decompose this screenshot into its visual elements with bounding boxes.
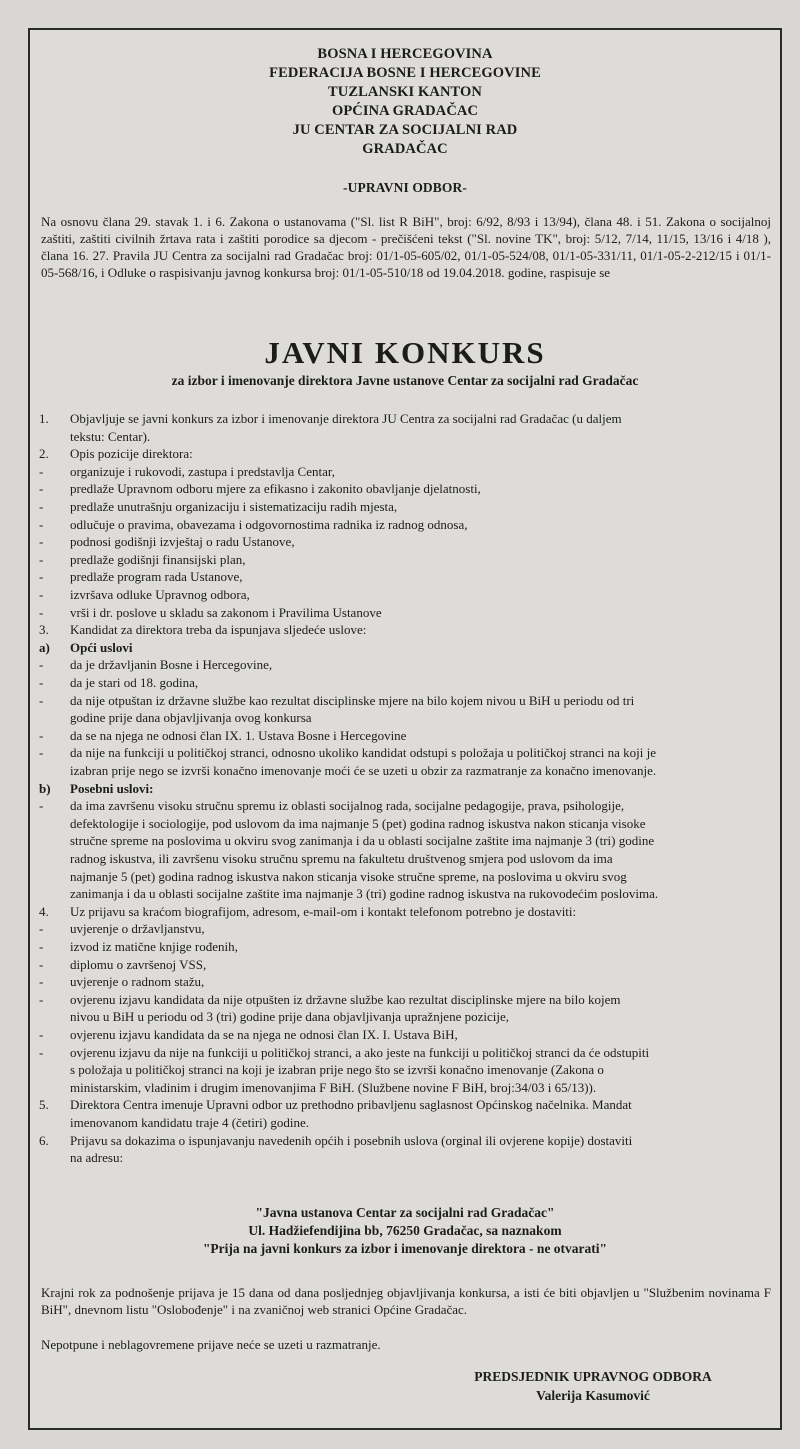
list-marker: - — [39, 481, 44, 497]
list-item: radnog iskustva, ili završenu visoku stručnu spremu na fakultetu društvenog smjera pod uslovom da ima — [70, 851, 613, 866]
list-marker: - — [39, 499, 44, 514]
list-item: da se na njega ne odnosi član IX. 1. Ustava Bosne i Hercegovine — [70, 727, 407, 743]
list-marker: 6. — [39, 1132, 49, 1148]
list-item: da ima završenu visoku stručnu spremu iz oblasti socijalnog rada, socijalne pedagogije, prava, psihologije, — [70, 798, 625, 814]
list-item: uvjerenje o državljanstvu, — [70, 921, 205, 937]
board-label: -UPRAVNI ODBOR- — [343, 180, 467, 195]
list-marker: - — [39, 1027, 44, 1042]
list-item: stručne spreme na poslovima u okviru svog zanimanja i da u oblasti socijalne zaštite ima najmanje 3 (tri) godine — [70, 833, 655, 849]
list-marker: - — [39, 534, 44, 550]
list-marker: - — [39, 551, 44, 567]
list-item: izvod iz matične knjige rođenih, — [70, 939, 238, 954]
list-item: izabran prije nego se izvrši konačno imenovanje moći će se uzeti u obzir za razmatranje za konačno imenovanje. — [70, 763, 657, 778]
list-marker: - — [39, 516, 44, 532]
list-item: Objavljuje se javni konkurs za izbor i imenovanje direktora JU Centra za socijalni rad Gradačac (u daljem — [70, 411, 622, 426]
list-item: Opis pozicije direktora: — [70, 446, 193, 462]
list-item: podnosi godišnji izvještaj o radu Ustanove, — [70, 534, 295, 550]
list-item: vrši i dr. poslove u skladu sa zakonom i Pravilima Ustanove — [70, 604, 382, 620]
list-marker: - — [39, 745, 44, 761]
list-item: diplomu o završenoj VSS, — [70, 956, 207, 972]
list-item: predlaže Upravnom odboru mjere za efikasno i zakonito obavljanje djelatnosti, — [70, 481, 481, 497]
list-item: nivou u BiH u periodu od 3 (tri) godine prije dana objavljivanja upražnjene pozicije, — [70, 1009, 509, 1025]
list-item: ovjerenu izjavu kandidata da nije otpušten iz državne službe kao rezultat disciplinske mjere na bilo kojem — [70, 991, 621, 1007]
list-item: da nije otpuštan iz državne službe kao rezultat disciplinske mjere na bilo kojem nivou u BiH u periodu od tri — [70, 692, 635, 708]
list-item: defektologije i sociologije, pod uslovom da ima najmanje 5 (pet) godina radnog iskustva nakon sticanja visoke — [70, 815, 646, 831]
list-marker: - — [39, 727, 44, 743]
list-item: Uz prijavu sa kraćom biografijom, adresom, e-mail-om i kontakt telefonom potrebno je dostaviti: — [70, 903, 577, 919]
list-item: Opći uslovi — [70, 639, 133, 655]
list-marker: - — [39, 921, 44, 937]
list-item: predlaže godišnji finansijski plan, — [70, 551, 246, 567]
list-marker: - — [39, 587, 44, 602]
list-marker: 3. — [39, 622, 49, 638]
list-item: tekstu: Centar). — [70, 428, 151, 444]
list-marker: - — [39, 939, 44, 954]
list-item: Prijavu sa dokazima o ispunjavanju navedenih općih i posebnih uslova (orginal ili ovjerene kopije) dostaviti — [70, 1132, 633, 1148]
incomplete-note: Nepotpune i neblagovremene prijave neće se uzeti u razmatranje. — [41, 1337, 381, 1352]
list-marker: - — [39, 798, 44, 814]
list-item: najmanje 5 (pet) godina radnog iskustva nakon sticanja visoke stručne spreme, na poslovima u okviru svog — [70, 868, 627, 884]
list-marker: - — [39, 956, 44, 972]
header-country: BOSNA I HERCEGOVINA — [317, 46, 493, 62]
list-marker: - — [39, 604, 44, 620]
list-item: organizuje i rukovodi, zastupa i predstavlja Centar, — [70, 463, 335, 479]
signature-name: Valerija Kasumović — [536, 1388, 650, 1403]
deadline-paragraph: Krajni rok za podnošenje prijava je 15 dana od dana posljednjeg objavljivanja konkursa, a isti će biti objavljen u "Službenim novinama F BiH", dnevnom listu "Oslobođenje" i na zvaničnoj web stranici Općine Gradačac. — [41, 1285, 771, 1317]
header-city: GRADAČAC — [362, 141, 448, 157]
list-item: Direktora Centra imenuje Upravni odbor uz prethodno pribavljenu saglasnost Općinskog načelnika. Mandat — [70, 1097, 632, 1113]
list-marker: - — [39, 569, 44, 585]
list-item: zanimanja i da u oblasti socijalne zaštite ima najmanje 3 (tri) godine radnog iskustva na rukovodećim poslovima. — [70, 886, 659, 902]
address-line-1: "Javna ustanova Centar za socijalni rad Gradačac" — [255, 1205, 555, 1220]
list-item: s položaja u političkoj stranci na koji je izabran prije nego što se izvrši konačno imenovanje (Zakona o — [70, 1062, 604, 1078]
list-marker: 2. — [39, 446, 49, 462]
list-marker: - — [39, 974, 44, 990]
list-marker: - — [39, 657, 44, 673]
address-line-2: Ul. Hadžiefendijina bb, 76250 Gradačac, sa naznakom — [248, 1223, 562, 1238]
intro-paragraph: Na osnovu člana 29. stavak 1. i 6. Zakona o ustanovama ("Sl. list R BiH", broj: 6/92, 8/93 i 13/94), člana 48. i 51. Zakona o socijalnoj zaštiti, zaštiti civilnih žrtava rata i zaštiti porodice sa djecom - prečišćeni tekst ("Sl. novine TK", broj: 5/12, 7/14, 11/15, 13/16 i 4/18 ), člana 16. 27. Pravila JU Centra za socijalni rad Gradačac broj: 01/1-05-605/02, 01/1-05-524/08, 01/1-05-331/11, 01/1-05-2-212/15 i 01/1-05-568/16, i Odluke o raspisivanju javnog konkursa broj: 01/1-05-510/18 od 19.04.2018. godine, raspisuje se — [41, 214, 771, 280]
list-marker: a) — [39, 639, 50, 655]
list-item: godine prije dana objavljivanja ovog konkursa — [70, 710, 312, 726]
list-item: ovjerenu izjavu kandidata da se na njega ne odnosi član IX. I. Ustava BiH, — [70, 1027, 458, 1042]
header-canton: TUZLANSKI KANTON — [327, 84, 483, 100]
list-item: na adresu: — [70, 1150, 124, 1166]
list-marker: 5. — [39, 1097, 49, 1113]
list-item: Kandidat za direktora treba da ispunjava sljedeće uslove: — [70, 622, 367, 638]
list-marker: - — [39, 1044, 44, 1060]
list-marker: 1. — [39, 411, 49, 426]
header-federation: FEDERACIJA BOSNE I HERCEGOVINE — [269, 65, 541, 81]
list-item: da je stari od 18. godina, — [70, 675, 199, 690]
list-marker: b) — [39, 780, 51, 796]
list-item: Posebni uslovi: — [70, 780, 154, 796]
page-subtitle: za izbor i imenovanje direktora Javne ustanove Centar za socijalni rad Gradačac — [171, 373, 639, 388]
list-item: ministarskim, vladinim i drugim imenovanjima F BiH. (Službene novine F BiH, broj:34/03 i 65/13)). — [70, 1079, 597, 1095]
header-municipality: OPĆINA GRADAČAC — [331, 103, 479, 119]
signature-role: PREDSJEDNIK UPRAVNOG ODBORA — [474, 1369, 712, 1384]
list-marker: - — [39, 991, 44, 1007]
header-institution: JU CENTAR ZA SOCIJALNI RAD — [292, 122, 518, 138]
list-item: ovjerenu izjavu da nije na funkciji u političkoj stranci, a ako jeste na funkciji u političkoj stranci da će odstupiti — [70, 1044, 650, 1060]
list-item: imenovanom kandidatu traje 4 (četiri) godine. — [70, 1115, 309, 1130]
list-item: predlaže unutrašnju organizaciju i sistematizaciju radih mjesta, — [70, 499, 398, 514]
list-item: predlaže program rada Ustanove, — [70, 569, 243, 585]
list-item: izvršava odluke Upravnog odbora, — [70, 587, 250, 602]
list-marker: - — [39, 675, 44, 690]
page-title: JAVNI KONKURS — [264, 335, 546, 370]
announcement-sheet — [28, 28, 782, 1430]
list-item: da je državljanin Bosne i Hercegovine, — [70, 657, 273, 673]
list-item: da nije na funkciji u političkoj stranci, odnosno ukoliko kandidat odstupi s položaja u političkoj stranci na koji je — [70, 745, 656, 761]
list-item: uvjerenje o radnom stažu, — [70, 974, 205, 990]
list-item: odlučuje o pravima, obavezama i odgovornostima radnika iz radnog odnosa, — [70, 516, 468, 532]
address-line-3: "Prija na javni konkurs za izbor i imenovanje direktora - ne otvarati" — [202, 1241, 608, 1256]
list-marker: 4. — [39, 903, 49, 919]
list-marker: - — [39, 692, 44, 708]
list-marker: - — [39, 463, 44, 479]
